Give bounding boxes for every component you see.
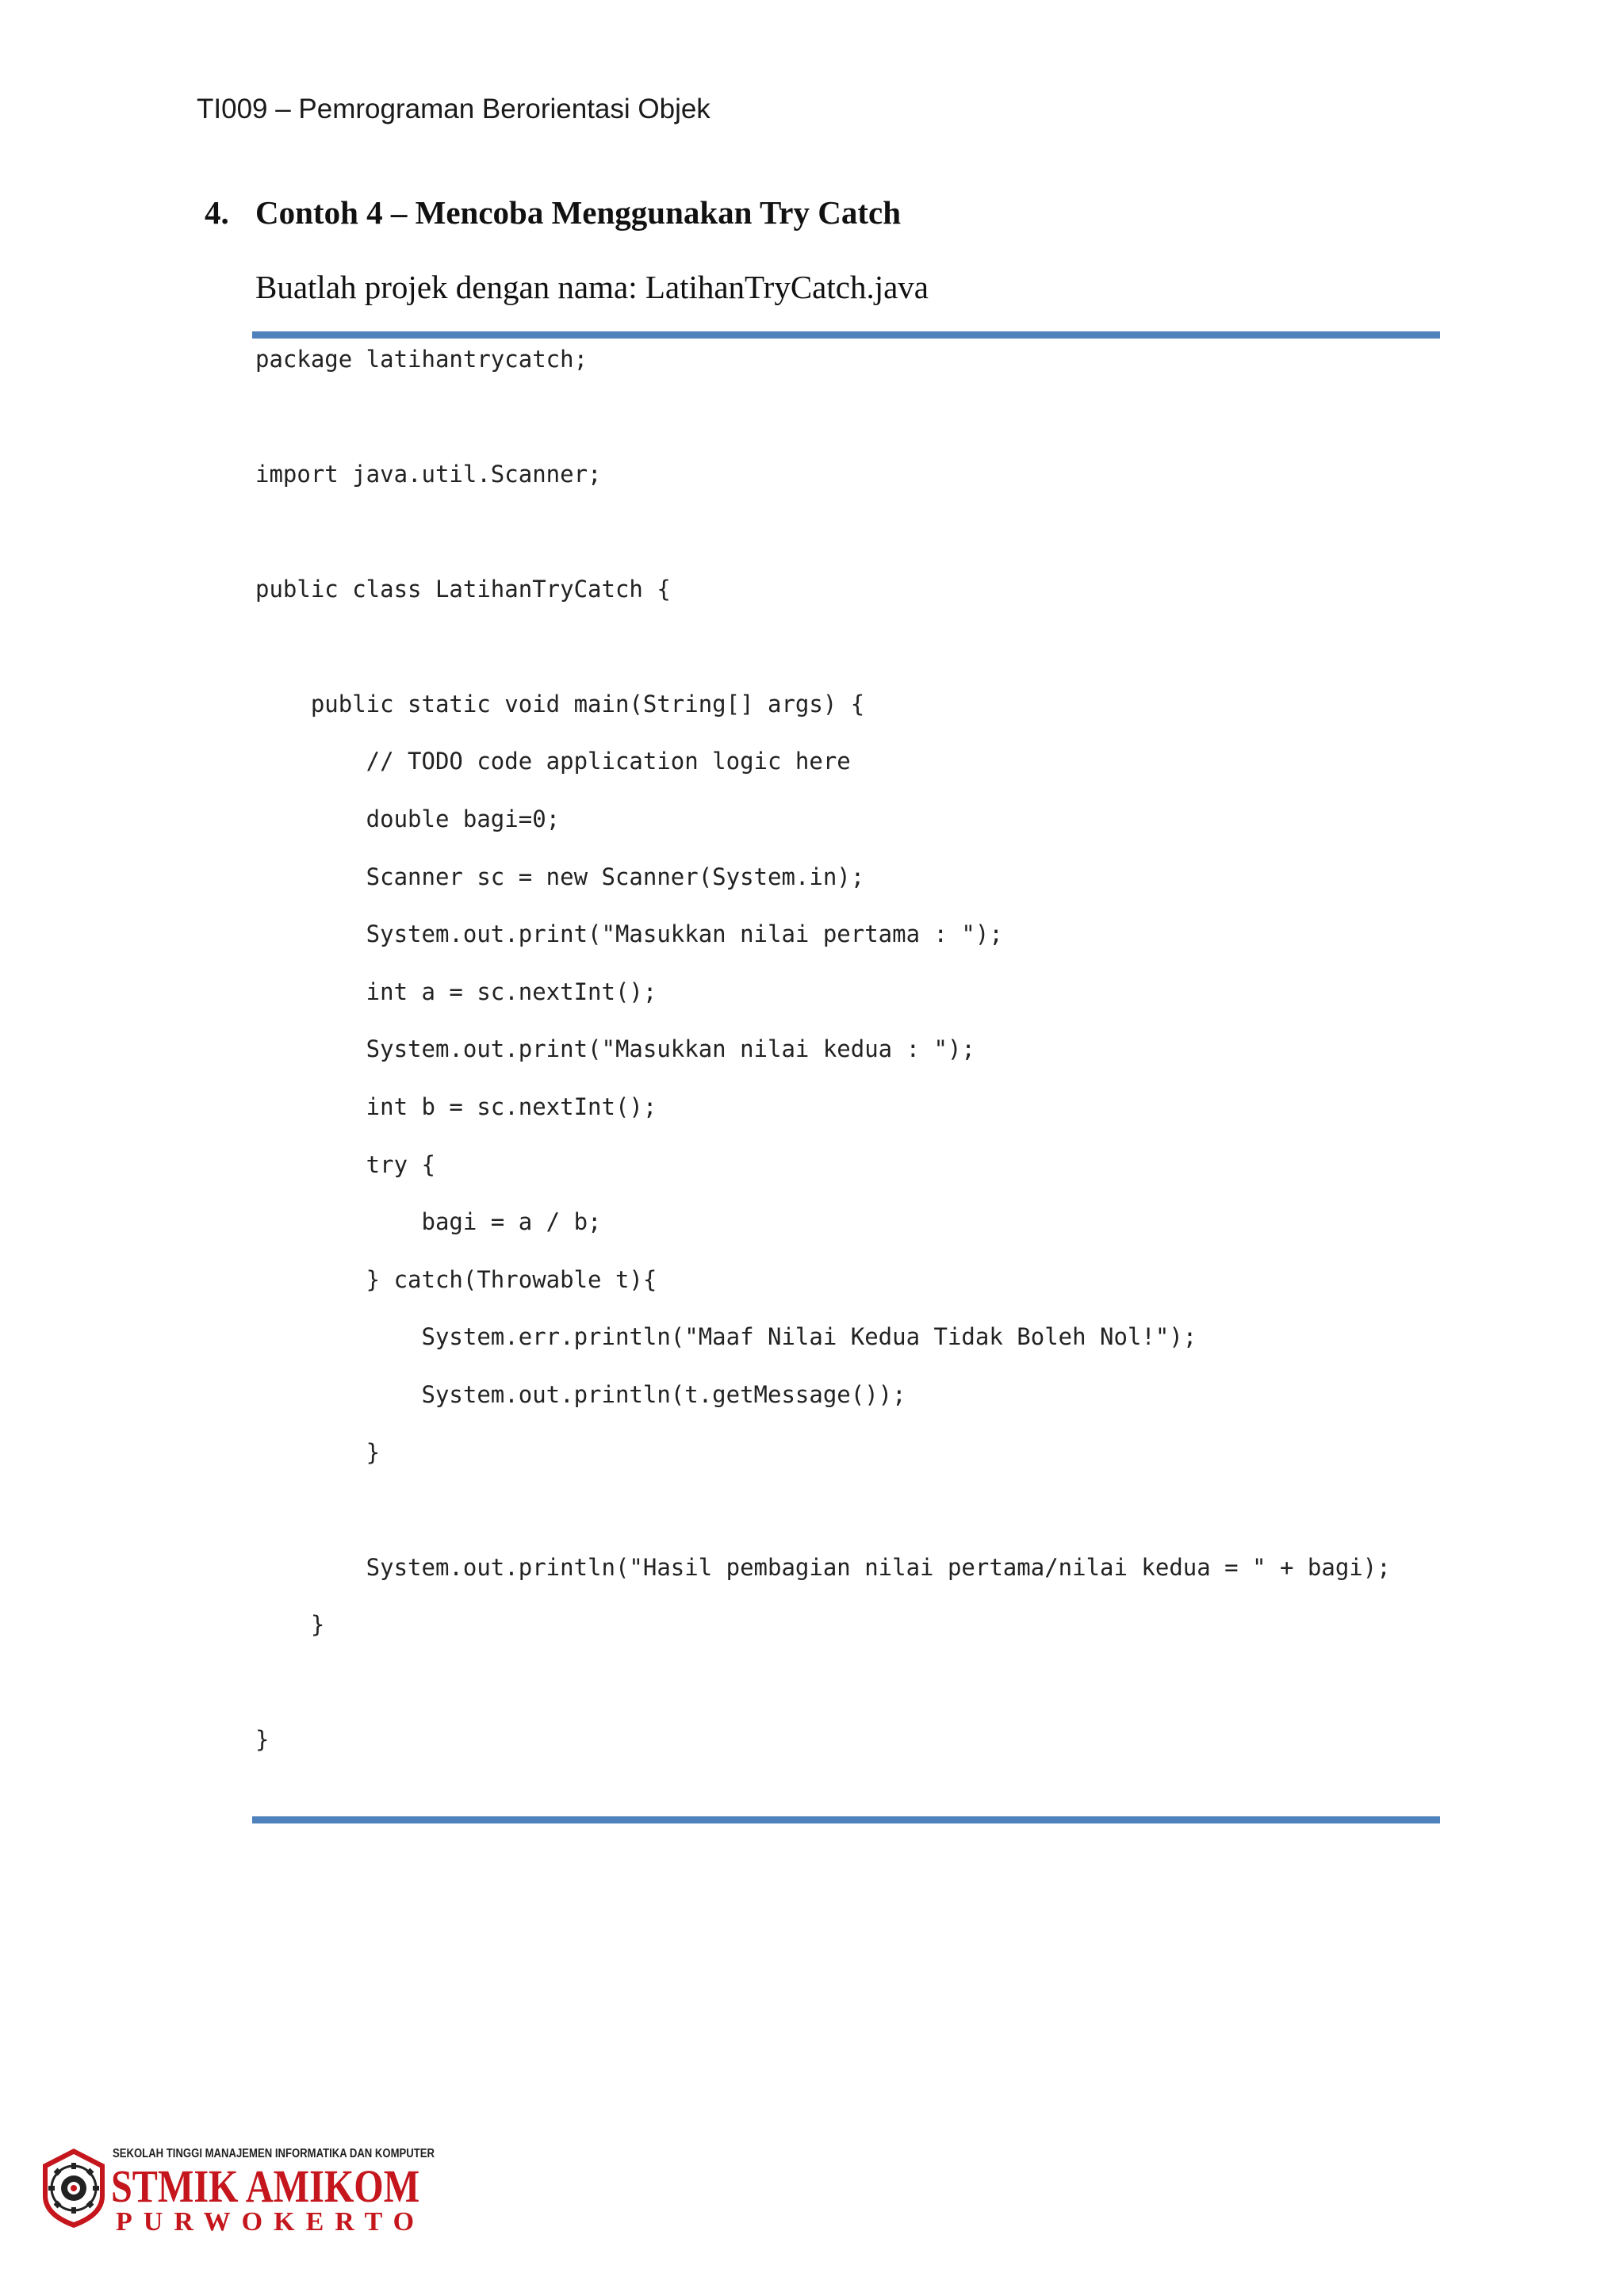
code-line: } catch(Throwable t){ [255, 1266, 657, 1293]
code-line: System.err.println("Maaf Nilai Kedua Tidak Boleh Nol!"); [255, 1323, 1197, 1350]
project-instruction: Buatlah projek dengan nama: LatihanTryCatch.java [255, 269, 929, 305]
code-line: double bagi=0; [255, 806, 561, 832]
code-line: System.out.print("Masukkan nilai pertama : "); [255, 920, 1003, 947]
amikom-emblem-icon [40, 2147, 108, 2229]
code-top-rule [252, 331, 1440, 339]
code-line: Scanner sc = new Scanner(System.in); [255, 863, 865, 890]
code-bottom-rule [252, 1816, 1440, 1823]
code-line: import java.util.Scanner; [255, 461, 602, 488]
page-header-course-title: TI009 – Pemrograman Berorientasi Objek [197, 94, 710, 124]
code-line: System.out.println("Hasil pembagian nilai pertama/nilai kedua = " + bagi); [255, 1554, 1391, 1581]
code-line: int a = sc.nextInt(); [255, 978, 657, 1005]
code-line: System.out.print("Masukkan nilai kedua : "); [255, 1035, 975, 1062]
code-line: package latihantrycatch; [255, 346, 588, 373]
code-line: System.out.println(t.getMessage()); [255, 1381, 906, 1408]
code-line: } [255, 1439, 381, 1466]
code-line: public static void main(String[] args) { [255, 691, 865, 718]
institution-city: PURWOKERTO [116, 2207, 426, 2237]
section-title: Contoh 4 – Mencoba Menggunakan Try Catch [255, 194, 901, 231]
code-line: // TODO code application logic here [255, 748, 851, 775]
institution-logo [40, 2141, 435, 2237]
code-line: } [255, 1726, 270, 1753]
institution-name: STMIK AMIKOM [111, 2160, 420, 2212]
code-block [255, 339, 1440, 1816]
section-heading [205, 193, 901, 232]
section-number: 4. [205, 194, 229, 231]
institution-full-name: SEKOLAH TINGGI MANAJEMEN INFORMATIKA DAN KOMPUTER [113, 2147, 435, 2160]
code-line: bagi = a / b; [255, 1208, 602, 1235]
code-line: int b = sc.nextInt(); [255, 1093, 657, 1120]
code-line: } [255, 1611, 325, 1638]
code-line: try { [255, 1151, 435, 1178]
code-line: public class LatihanTryCatch { [255, 576, 671, 603]
